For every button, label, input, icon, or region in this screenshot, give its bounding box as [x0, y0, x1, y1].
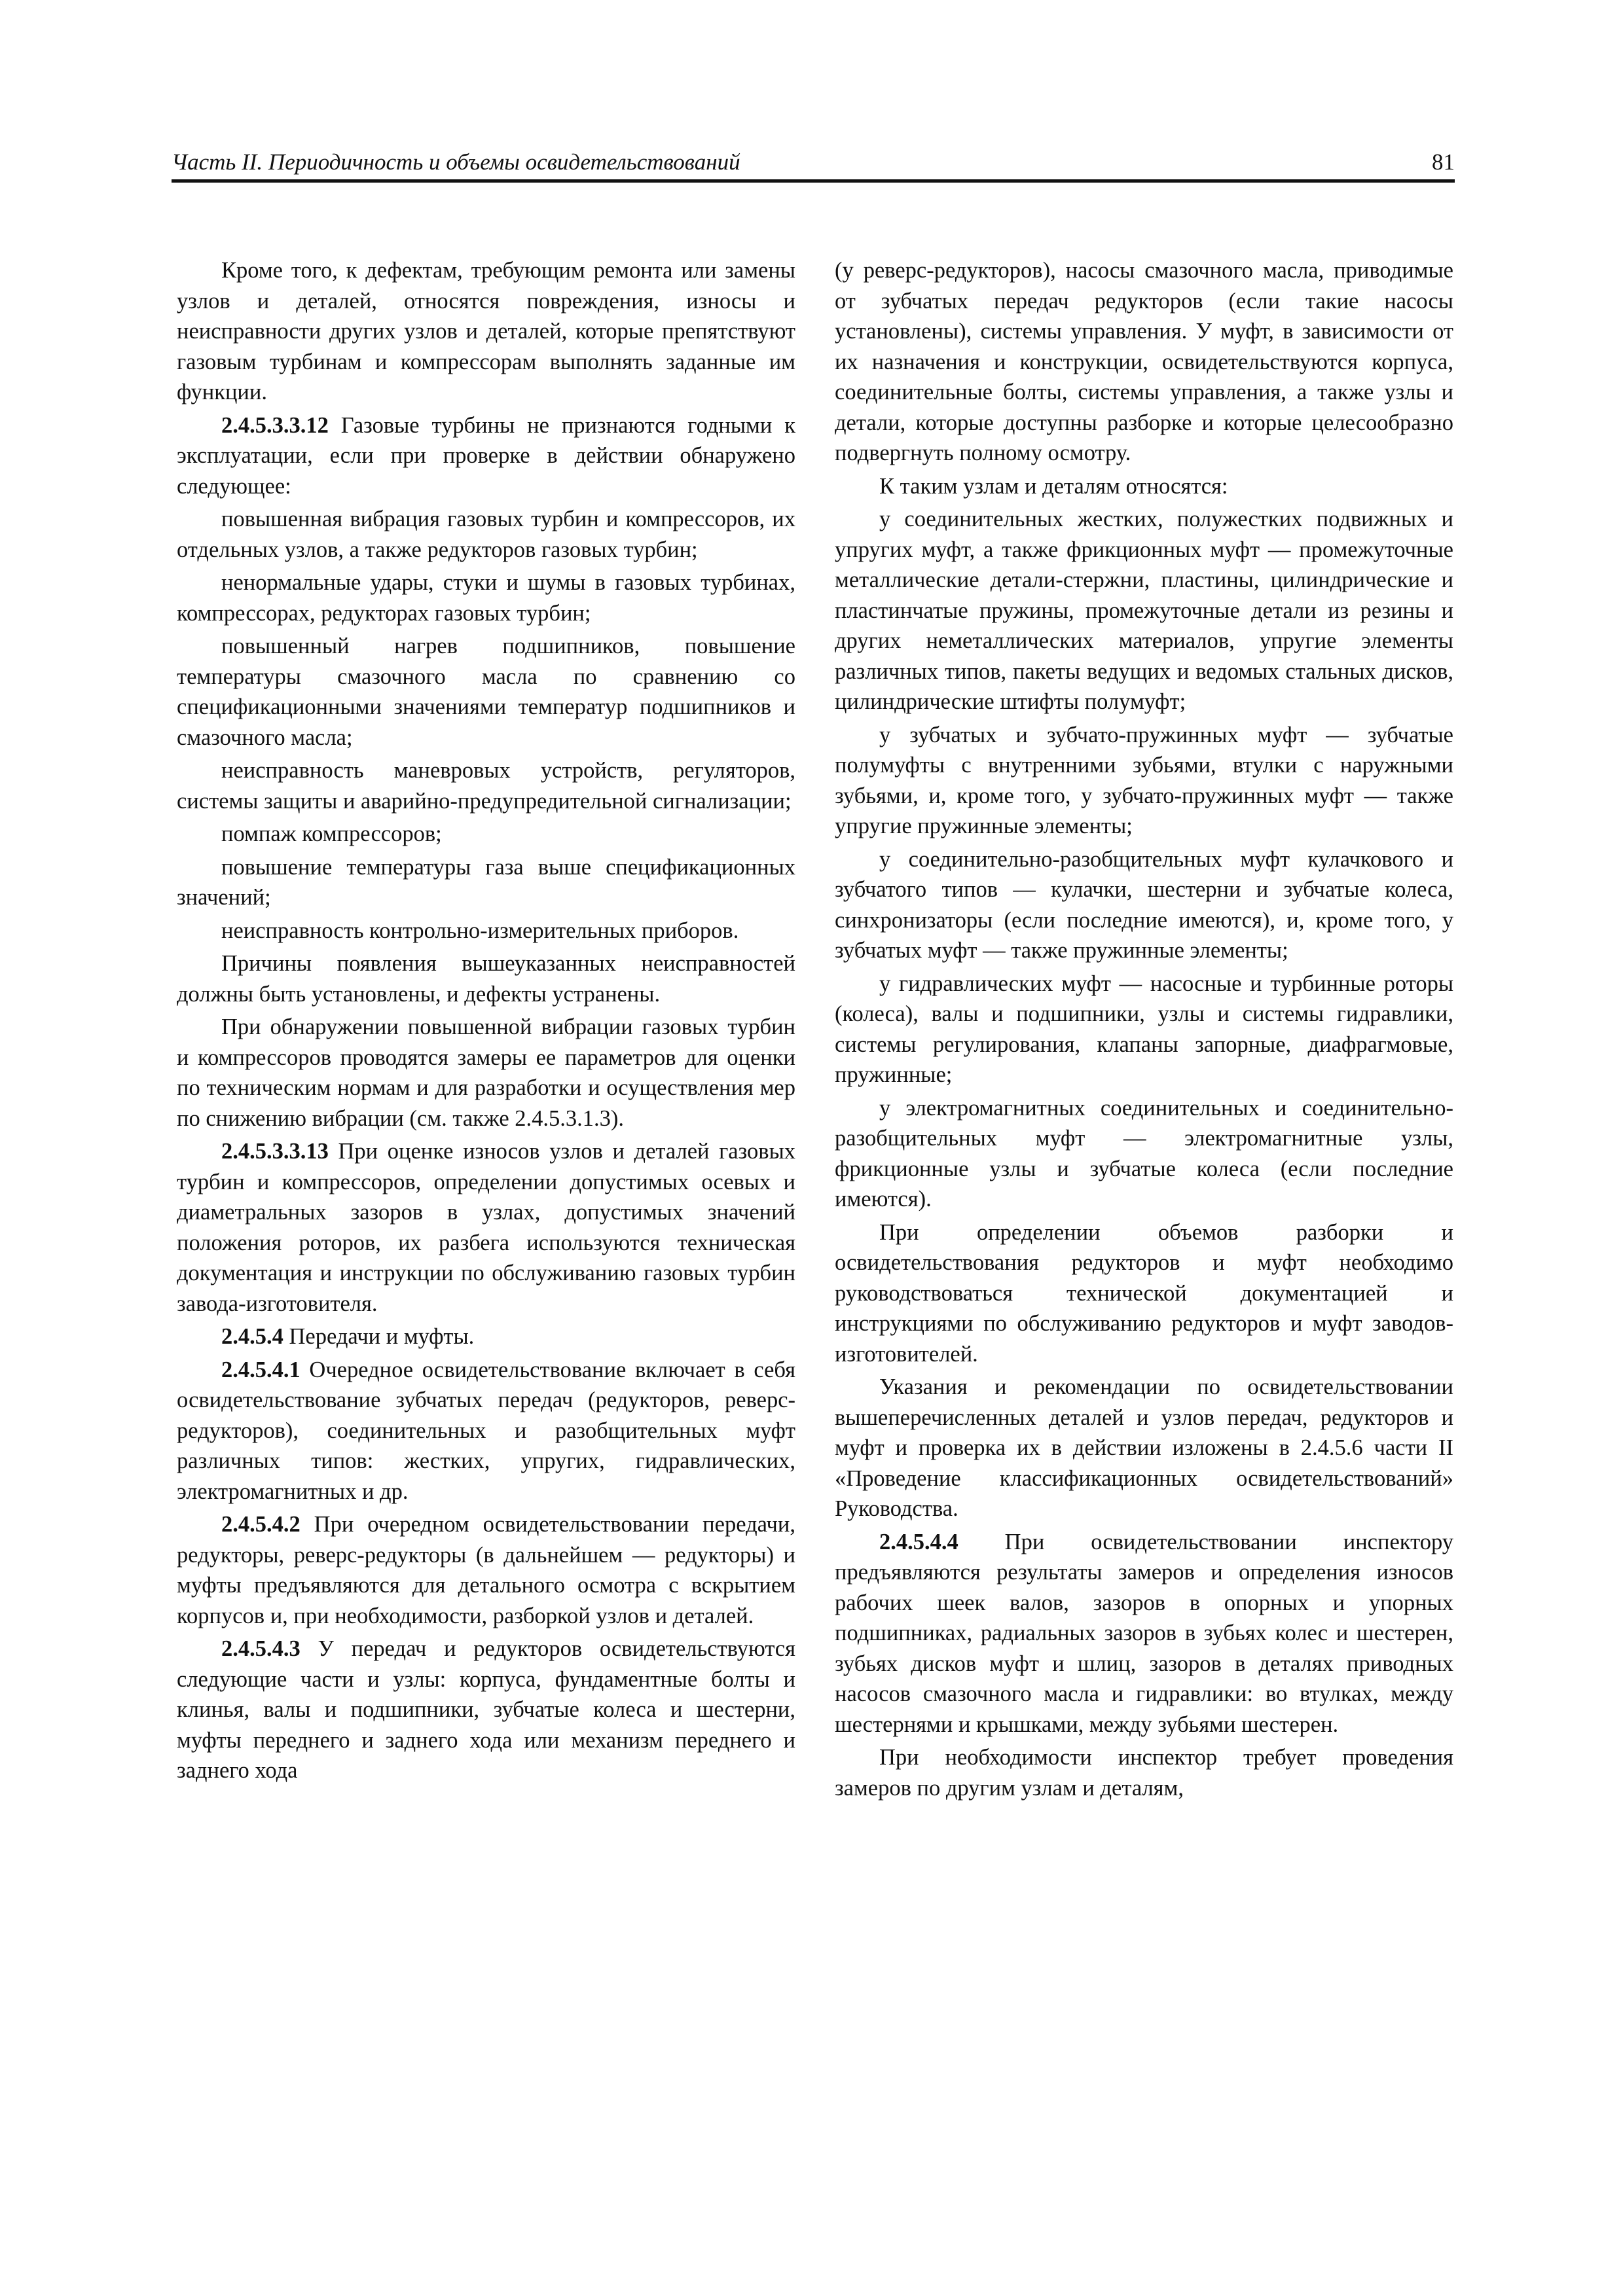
- paragraph: [177, 1136, 795, 1319]
- paragraph: [177, 916, 795, 946]
- paragraph: [835, 471, 1453, 502]
- paragraph: [177, 819, 795, 850]
- paragraph: [835, 504, 1453, 717]
- paragraph-text: повышенный нагрев подшипников, повышение температуры смазочного масла по сравнению со спецификационными значениями температур подшипников и смазочного масла;: [177, 634, 795, 750]
- paragraph: [835, 969, 1453, 1090]
- paragraph: [177, 1355, 795, 1507]
- paragraph-text: Кроме того, к дефектам, требующим ремонта или замены узлов и деталей, относятся повреждения, износы и неисправности других узлов и деталей, которые препятствуют газовым турбинам и компрессорам выполнять заданные им функции.: [177, 258, 795, 404]
- paragraph: [177, 852, 795, 913]
- paragraph: [177, 631, 795, 753]
- paragraph: [835, 720, 1453, 842]
- section-number: 2.4.5.4.4: [879, 1529, 958, 1554]
- paragraph-text: повышенная вибрация газовых турбин и компрессоров, их отдельных узлов, а также редукторов газовых турбин;: [177, 507, 795, 562]
- paragraph-text: Указания и рекомендации по освидетельствовании вышеперечисленных деталей и узлов передач, редукторов и муфт и проверка их в действии изложены в 2.4.5.6 части II «Проведение классификационных освидетельствований» Руководства.: [835, 1374, 1453, 1521]
- section-number: 2.4.5.4.2: [221, 1512, 301, 1537]
- paragraph-text: у соединительных жестких, полужестких подвижных и упругих муфт, а также фрикционных муфт — промежуточные металлические детали-стержни, пластины, цилиндрические и пластинчатые пружины, промежуточные детали из резины и других неметаллических материалов, упругие элементы различных типов, пакеты ведущих и ведомых стальных дисков, цилиндрические штифты полумуфт;: [835, 507, 1453, 714]
- paragraph: [177, 1321, 795, 1352]
- paragraph-text: При определении объемов разборки и освидетельствования редукторов и муфт необходимо руководствоваться технической документацией и инструкциями по обслуживанию редукторов и муфт заводов-изготовителей.: [835, 1219, 1453, 1367]
- paragraph: [177, 755, 795, 816]
- paragraph-text: При необходимости инспектор требует проведения замеров по другим узлам и деталям,: [835, 1745, 1453, 1801]
- paragraph: [835, 1372, 1453, 1524]
- paragraph-text: При очередном освидетельствовании передачи, редукторы, реверс-редукторы (в дальнейшем — редукторы) и муфты предъявляются для детального осмотра с вскрытием корпусов и, при необходимости, разборкой узлов и деталей.: [177, 1512, 795, 1628]
- paragraph-text: у зубчатых и зубчато-пружинных муфт — зубчатые полумуфты с внутренними зубьями, втулки с наружными зубьями, и, кроме того, у зубчато-пружинных муфт — также упругие пружинные элементы;: [835, 722, 1453, 838]
- section-number: 2.4.5.4.1: [221, 1357, 301, 1382]
- paragraph-text: помпаж компрессоров;: [221, 821, 442, 846]
- paragraph-text: К таким узлам и деталям относятся:: [879, 473, 1228, 499]
- paragraph: [835, 255, 1453, 469]
- paragraph-text: ненормальные удары, стуки и шумы в газовых турбинах, компрессорах, редукторах газовых турбин;: [177, 570, 795, 626]
- page-number: 81: [1432, 149, 1455, 175]
- paragraph-text: у гидравлических муфт — насосные и турбинные роторы (колеса), валы и подшипники, узлы и системы гидравлики, системы регулирования, клапаны запорные, диафрагмовые, пружинные;: [835, 971, 1453, 1087]
- section-number: 2.4.5.4.3: [221, 1636, 301, 1661]
- right-column: [835, 255, 1453, 1806]
- paragraph-text: у электромагнитных соединительных и соединительно-разобщительных муфт — электромагнитные узлы, фрикционные узлы и зубчатые колеса (если последние имеются).: [835, 1095, 1453, 1211]
- paragraph-text: неисправность маневровых устройств, регуляторов, системы защиты и аварийно-предупредительной сигнализации;: [177, 758, 795, 814]
- paragraph-text: повышение температуры газа выше спецификационных значений;: [177, 854, 795, 910]
- paragraph: [835, 1217, 1453, 1370]
- paragraph: [835, 1527, 1453, 1740]
- paragraph: [177, 1509, 795, 1631]
- paragraph-text: Очередное освидетельствование включает в себя освидетельствование зубчатых передач (редукторов, реверс-редукторов), соединительных и разобщительных муфт различных типов: жестких, упругих, гидравлических, электромагнитных и др.: [177, 1357, 795, 1504]
- paragraph-text: При обнаружении повышенной вибрации газовых турбин и компрессоров проводятся замеры ее параметров для оценки по техническим нормам и для разработки и осуществления мер по снижению вибрации (см. также 2.4.5.3.1.3).: [177, 1014, 795, 1131]
- paragraph-text: неисправность контрольно-измерительных приборов.: [221, 918, 739, 943]
- paragraph: [177, 255, 795, 408]
- paragraph-text: При оценке износов узлов и деталей газовых турбин и компрессоров, определении допустимых осевых и диаметральных зазоров в узлах, допустимых значений положения роторов, их разбега используются техническая документация и инструкции по обслуживанию газовых турбин завода-изготовителя.: [177, 1139, 795, 1316]
- left-column: [177, 255, 795, 1789]
- paragraph-text: Газовые турбины не признаются годными к эксплуатации, если при проверке в действии обнаружено следующее:: [177, 412, 795, 499]
- paragraph-text: Причины появления вышеуказанных неисправностей должны быть установлены, и дефекты устранены.: [177, 951, 795, 1007]
- paragraph: [177, 1634, 795, 1786]
- section-number: 2.4.5.3.3.13: [221, 1139, 329, 1164]
- header-title: Часть II. Периодичность и объемы освидетельствований: [172, 149, 740, 175]
- paragraph-text: При освидетельствовании инспектору предъявляются результаты замеров и определения износов рабочих шеек валов, зазоров в опорных и упорных подшипниках, радиальных зазоров в зубьях колес и шестерен, зубьях дисков муфт и шлиц, зазоров в деталях приводных насосов смазочного масла и гидравлики: во втулках, между шестернями и крышками, между зубьями шестерен.: [835, 1529, 1453, 1737]
- paragraph: [177, 410, 795, 502]
- running-header: [172, 145, 1455, 183]
- paragraph: [177, 567, 795, 628]
- paragraph: [177, 948, 795, 1009]
- paragraph-text: У передач и редукторов освидетельствуются следующие части и узлы: корпуса, фундаментные болты и клинья, валы и подшипники, зубчатые колеса и шестерни, муфты переднего и заднего хода или механизм переднего и заднего хода: [177, 1636, 795, 1783]
- paragraph-text: у соединительно-разобщительных муфт кулачкового и зубчатого типов — кулачки, шестерни и зубчатые колеса, синхронизаторы (если последние имеются), и, кроме того, у зубчатых муфт — также пружинные элементы;: [835, 846, 1453, 963]
- paragraph: [835, 844, 1453, 966]
- paragraph: [177, 504, 795, 565]
- paragraph: [177, 1012, 795, 1134]
- paragraph-text: Передачи и муфты.: [283, 1324, 475, 1349]
- section-number: 2.4.5.3.3.12: [221, 412, 329, 438]
- paragraph: [835, 1093, 1453, 1215]
- paragraph: [835, 1742, 1453, 1803]
- paragraph-text: (у реверс-редукторов), насосы смазочного масла, приводимые от зубчатых передач редукторов (если такие насосы установлены), системы управления. У муфт, в зависимости от их назначения и конструкции, освидетельствуются корпуса, соединительные болты, системы управления, а также узлы и детали, которые доступны разборке и которые целесообразно подвергнуть полному осмотру.: [835, 258, 1453, 465]
- section-number: 2.4.5.4: [221, 1324, 283, 1349]
